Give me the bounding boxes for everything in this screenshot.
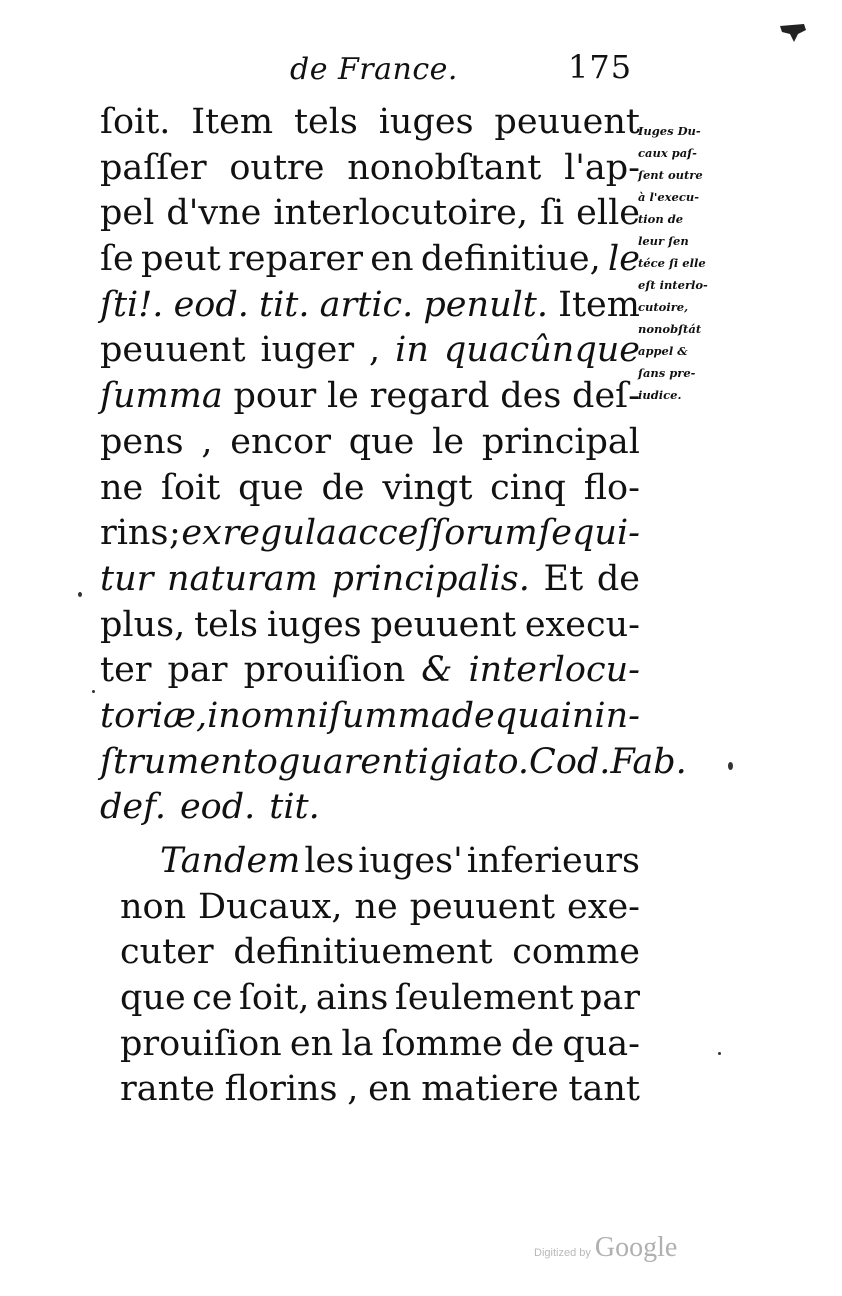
word: les [304, 841, 355, 881]
word: in [207, 695, 241, 736]
word: matiere [421, 1069, 559, 1110]
word: tur [100, 558, 154, 599]
word: in [560, 695, 595, 736]
digitized-label: Digitized by [534, 1247, 591, 1259]
text-line [100, 237, 640, 283]
digitization-watermark [534, 1232, 677, 1264]
word: Cod. [529, 741, 611, 782]
text-line [100, 420, 640, 466]
word: outre [229, 147, 325, 188]
word: flo- [583, 467, 640, 508]
word: en [289, 1023, 334, 1064]
word: plus, [100, 604, 186, 645]
ink-speck [718, 1052, 721, 1055]
word: elle [576, 193, 640, 234]
margin-note-line: ſans pre- [638, 366, 696, 380]
word: Ducaux, [198, 886, 343, 927]
word: comme [512, 932, 640, 973]
word: iuger [260, 330, 355, 371]
word: eod. [179, 787, 256, 828]
word: le [608, 239, 640, 280]
ink-speck [728, 762, 733, 770]
margin-note-line: tion de [638, 212, 684, 226]
word: rins [100, 513, 169, 554]
word: , [201, 421, 213, 462]
word: artic. [319, 284, 414, 325]
word: tit. [259, 284, 310, 325]
word: tit. [269, 787, 320, 828]
word: deſ- [572, 376, 640, 417]
text-line [100, 885, 640, 931]
word: que [238, 467, 304, 508]
margin-note-line: ſent outre [638, 168, 703, 182]
word: Item [191, 102, 274, 142]
word: le [432, 421, 465, 462]
word: ſumma [100, 376, 223, 417]
ink-speck [78, 592, 82, 597]
text-line [100, 191, 640, 237]
word: ſtrumento [100, 741, 278, 782]
word: acceſſorum [337, 513, 538, 554]
word: par [167, 650, 228, 691]
word: exe- [567, 886, 640, 927]
word: tels [194, 604, 258, 645]
word: ſoit. [100, 102, 171, 142]
word: inferieurs [466, 841, 640, 881]
text-line [100, 839, 640, 885]
word: ſequi- [538, 513, 640, 554]
word: ſti!. [100, 284, 164, 325]
word: iuges [266, 604, 362, 645]
word: ſi [539, 193, 565, 234]
margin-note-line: cutoire, [638, 300, 689, 314]
word: de [510, 1023, 555, 1064]
word: regard [369, 376, 490, 417]
word: qua- [562, 1023, 640, 1064]
page-number: 175 [568, 48, 633, 86]
word: paſſer [100, 147, 207, 188]
word: tels [293, 102, 358, 142]
text-line [100, 740, 687, 786]
word: ſoit, [238, 978, 310, 1019]
word: omni [240, 695, 329, 736]
word: , [369, 330, 381, 371]
word: que [120, 978, 186, 1019]
margin-note-line: leur ſen [638, 234, 689, 248]
word: ſeulement [394, 978, 574, 1019]
text-line [100, 785, 640, 831]
word: de [321, 467, 365, 508]
word: in [395, 330, 429, 371]
margin-note-line: nonobſtát [638, 322, 702, 336]
ink-speck [92, 690, 95, 693]
text-line [100, 328, 640, 374]
word: ce [192, 978, 233, 1019]
text-line [100, 694, 640, 740]
word: l'ap- [564, 147, 640, 188]
word: vingt [382, 467, 473, 508]
word: par [579, 978, 640, 1019]
word: ne [100, 467, 144, 508]
word: in- [594, 695, 640, 736]
word: ſoit [161, 467, 221, 508]
word: interlocu- [468, 650, 640, 691]
word: eod. [173, 284, 249, 325]
word: nonobſtant [347, 147, 542, 188]
word: Et [543, 558, 584, 599]
word: quacûnque [443, 330, 640, 371]
text-line [100, 146, 640, 192]
text-line [100, 374, 640, 420]
word: rante [120, 1069, 215, 1110]
margin-note-line: caux paſ- [638, 146, 697, 160]
word: penult. [423, 284, 548, 325]
word: Tandem [160, 841, 301, 881]
word: def. [100, 787, 166, 828]
word: guarentigiato. [277, 741, 530, 782]
margin-note-line: appel & [638, 344, 688, 358]
word: , [347, 1069, 359, 1110]
word: que [348, 421, 415, 462]
word: principal [481, 421, 640, 462]
word: ne [354, 886, 398, 927]
word: de [451, 695, 495, 736]
text-line [100, 1067, 640, 1113]
margin-note-line: eſt interlo- [638, 278, 708, 292]
word: reparer [228, 239, 363, 280]
word: Item [558, 284, 640, 325]
text-line [100, 511, 640, 557]
running-title: de France. [290, 52, 458, 87]
text-line [100, 930, 640, 976]
word: cinq [490, 467, 566, 508]
word: de [596, 558, 640, 599]
margin-note-line: à l'execu- [638, 190, 699, 204]
word: peut [141, 239, 221, 280]
word: cuter [120, 932, 214, 973]
text-line [100, 466, 640, 512]
word: ſomme [381, 1023, 503, 1064]
word: principalis. [331, 558, 530, 599]
word: execu- [524, 604, 640, 645]
text-line [100, 648, 640, 694]
word: iuges' [358, 841, 463, 881]
word: pens [100, 421, 184, 462]
word: le [326, 376, 359, 417]
word: peuuent [100, 330, 246, 371]
word: prouiſion [120, 1023, 282, 1064]
margin-note-line: Iuges Du- [638, 124, 701, 138]
word: interlocutoire, [273, 193, 528, 234]
word: naturam [167, 558, 318, 599]
text-line [100, 100, 640, 146]
word: peuuent [409, 886, 556, 927]
word: ſumma [328, 695, 452, 736]
word: ains [315, 978, 389, 1019]
word: peuuent [370, 604, 517, 645]
word: toriæ, [100, 695, 208, 736]
margin-note [638, 120, 748, 406]
word: en [368, 1069, 412, 1110]
word: definitiue, [420, 239, 601, 280]
word: florins [224, 1069, 338, 1110]
word: des [500, 376, 562, 417]
brand-label: Google [594, 1232, 678, 1263]
word: qua [494, 695, 561, 736]
margin-note-line: téce ſi elle [638, 256, 706, 270]
word: pel [100, 193, 155, 234]
ink-blot [778, 22, 808, 44]
word: encor [230, 421, 331, 462]
word: la [341, 1023, 374, 1064]
word: pour [233, 376, 317, 417]
word: tant [568, 1069, 640, 1110]
word: d'vne [166, 193, 262, 234]
word: regula [222, 513, 337, 554]
word: Fab. [610, 741, 687, 782]
word: definitiuement [233, 932, 493, 973]
text-line [100, 603, 640, 649]
text-line [100, 557, 640, 603]
margin-note-line: iudice. [638, 388, 682, 402]
word: iuges [378, 102, 474, 142]
text-line [100, 976, 640, 1022]
word: prouiſion [243, 650, 406, 691]
word: peuuent [494, 102, 640, 142]
word: ex [181, 513, 222, 554]
word: en [370, 239, 414, 280]
word: ter [100, 650, 152, 691]
word: non [120, 886, 187, 927]
word: ſe [100, 239, 134, 280]
text-line [100, 283, 640, 329]
text-line [100, 1022, 640, 1068]
word: & [421, 650, 453, 691]
word: ; [169, 513, 181, 554]
